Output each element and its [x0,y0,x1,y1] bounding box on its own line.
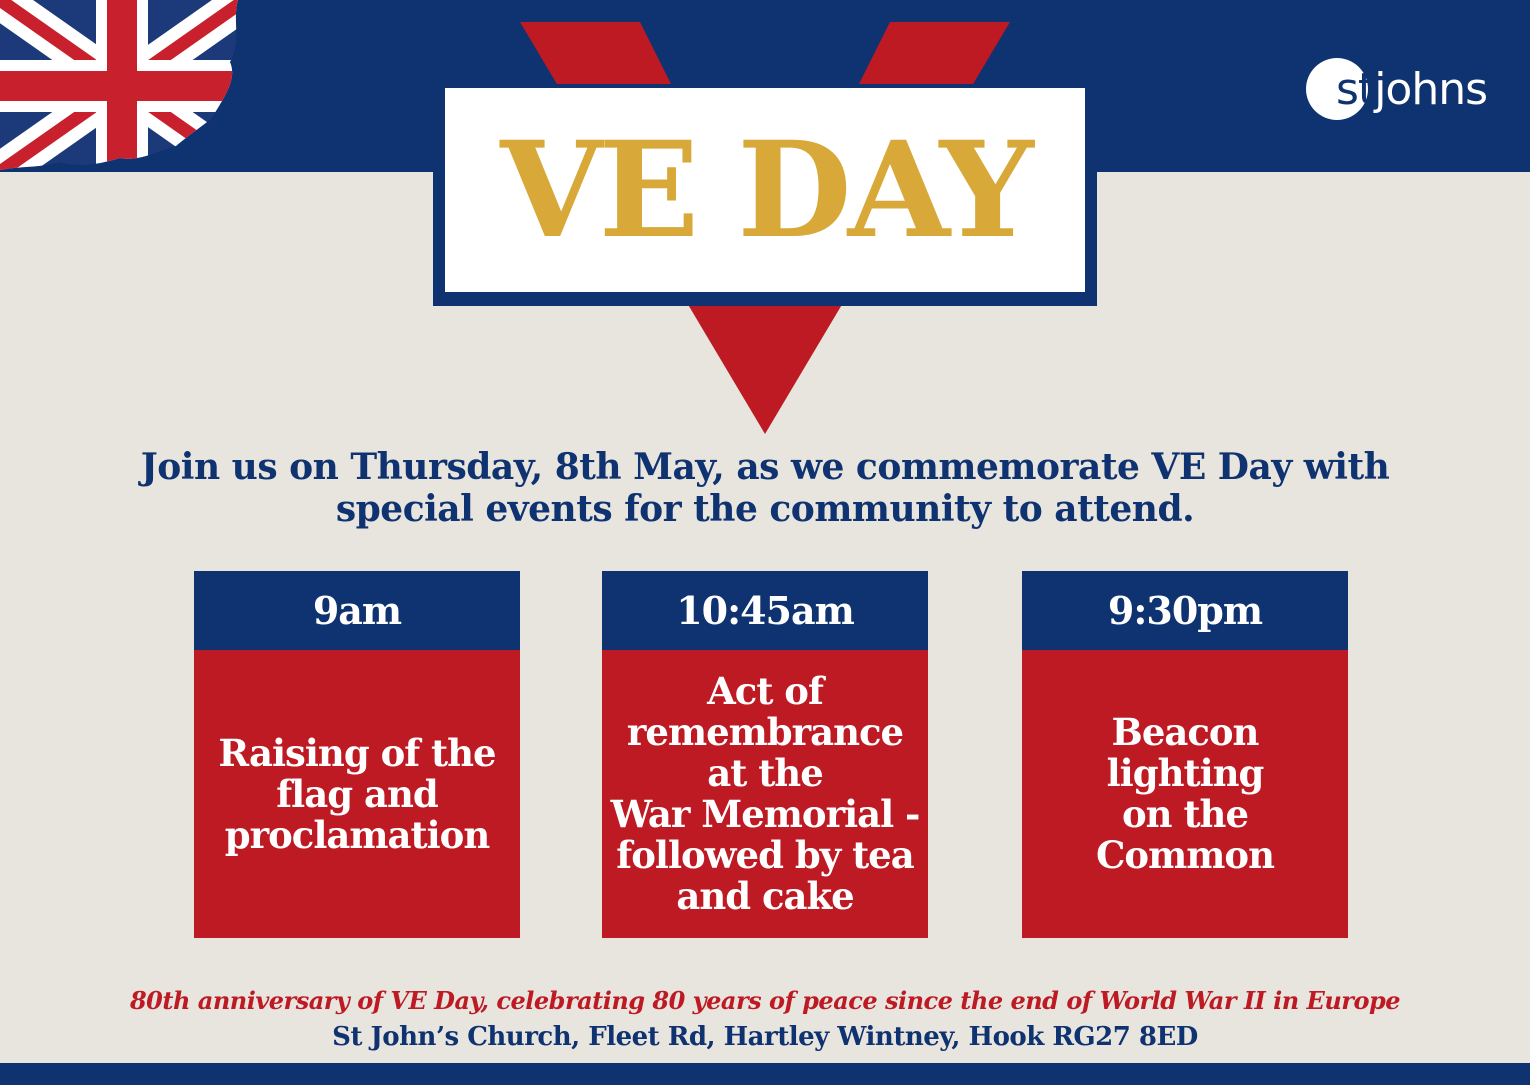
church-address: St John’s Church, Fleet Rd, Hartley Wintney, Hook RG27 8ED [332,1022,1198,1052]
event-card-2 [602,571,928,938]
event-description: Raising of the flag and proclamation [194,650,520,938]
event-description: Beacon lighting on the Common [1022,650,1348,938]
logo-text-st: st [1336,64,1375,115]
event-description: Act of remembrance at the War Memorial - followed by tea and cake [602,650,928,938]
event-card-3 [1022,571,1348,938]
event-time: 10:45am [602,571,928,650]
union-jack-flag-icon [0,0,245,172]
bottom-banner [0,1063,1530,1085]
logo-text-johns: johns [1374,64,1488,115]
page-title: VE DAY [500,112,1030,268]
title-frame [433,84,1097,306]
anniversary-note: 80th anniversary of VE Day, celebrating 80 years of peace since the end of World War II in Europe [129,986,1400,1015]
event-card-1 [194,571,520,938]
intro-text: Join us on Thursday, 8th May, as we commemorate VE Day with special events for the community to attend. [140,446,1390,530]
logo-wordmark [1336,64,1487,116]
title-panel [445,88,1085,292]
st-johns-logo [1306,58,1506,122]
event-time: 9:30pm [1022,571,1348,650]
event-time: 9am [194,571,520,650]
